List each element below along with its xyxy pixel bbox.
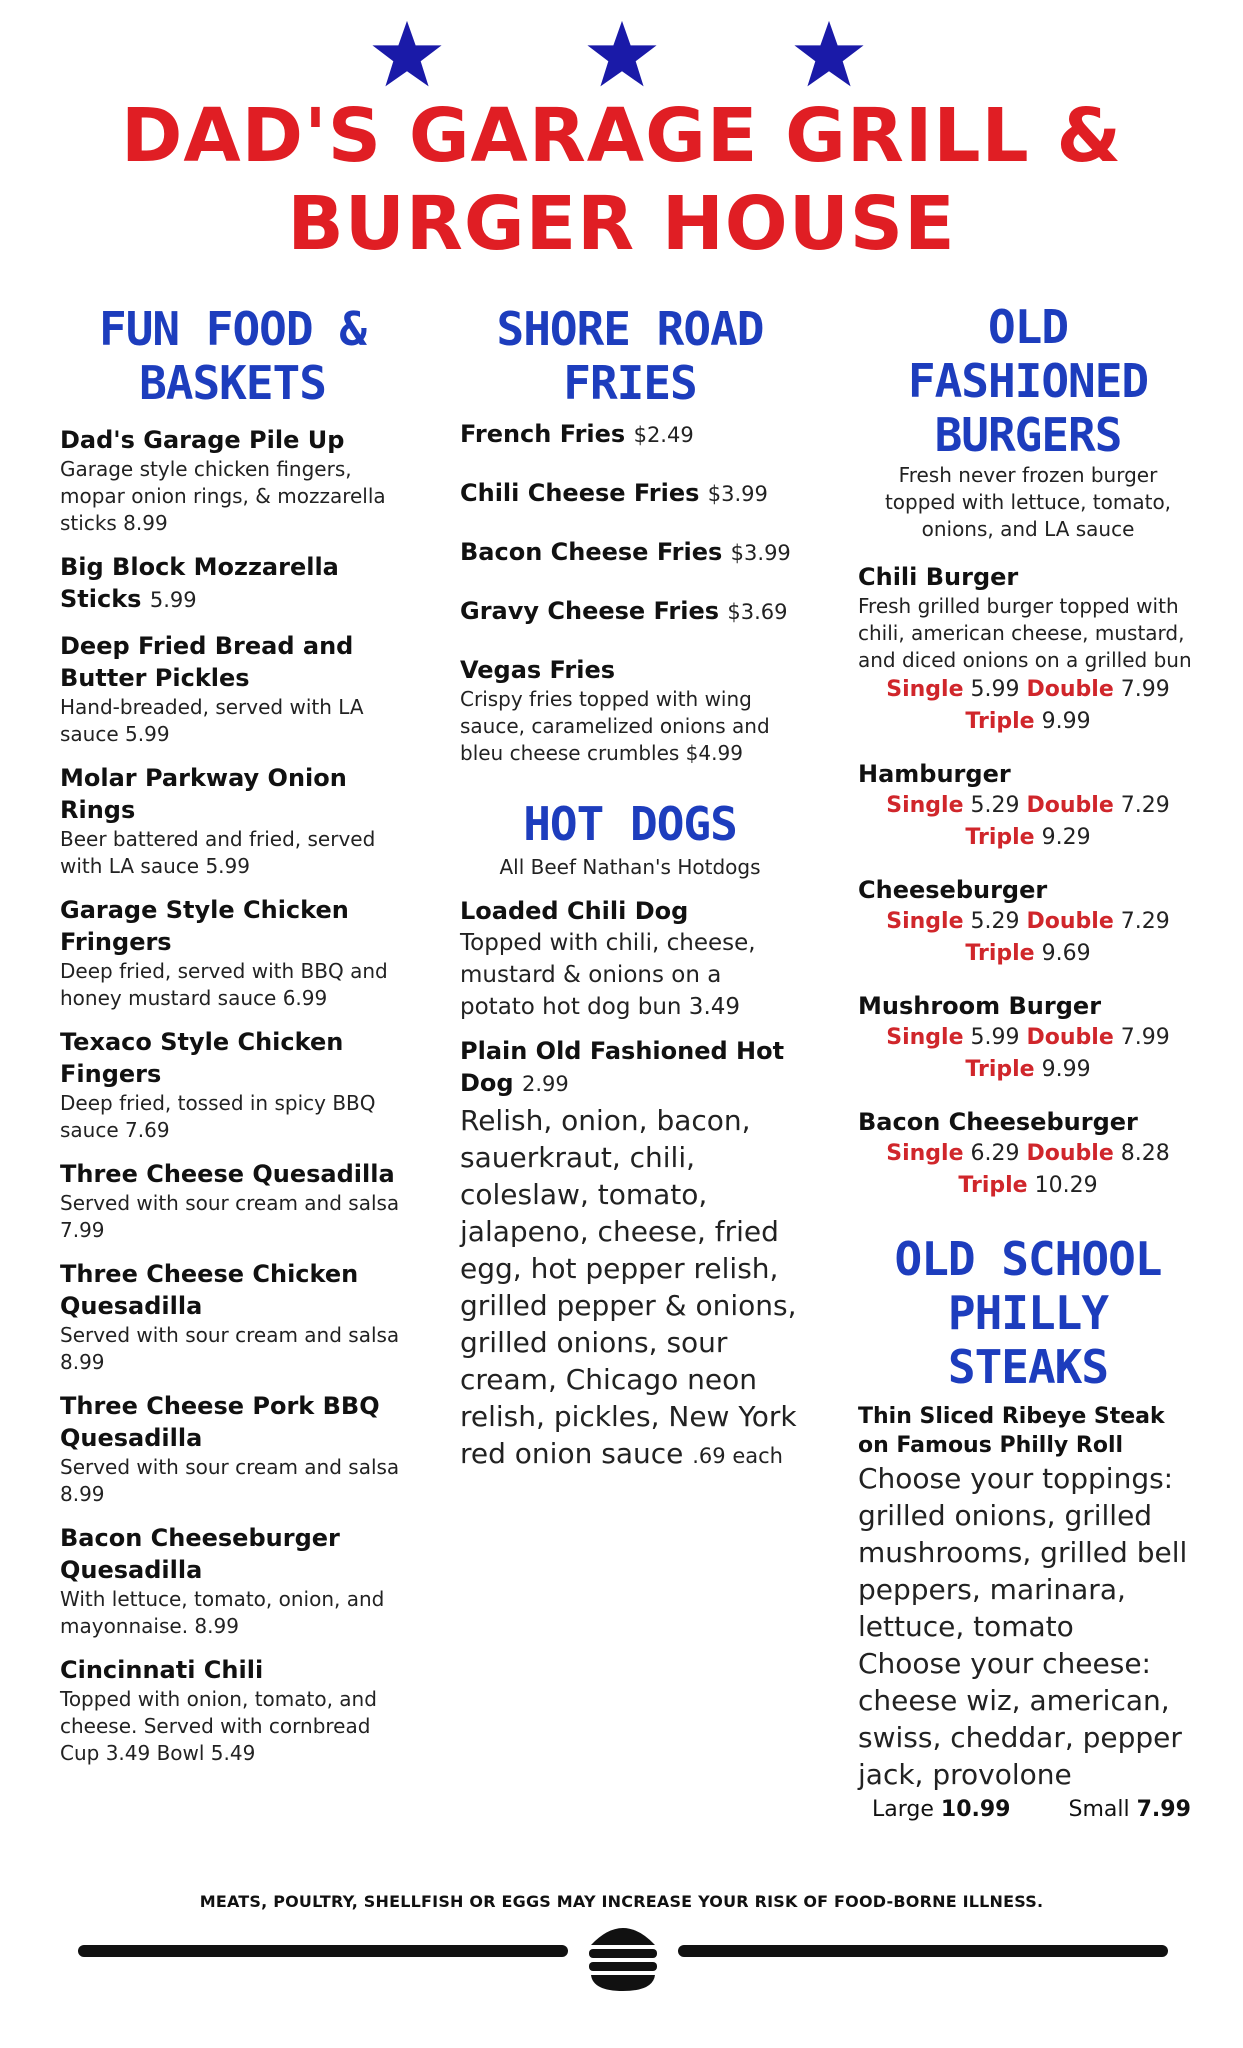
fun-food-section [60,302,405,1767]
item-name [60,1026,405,1090]
item-name-text: French Fries [460,420,626,448]
item-price: 5.99 [149,588,197,612]
size-row [858,938,1198,970]
item-name-text: Vegas Fries [460,656,616,684]
double-label: Double [1026,677,1114,702]
philly-section [858,1232,1198,1825]
item-name [460,595,800,628]
fries-list [460,418,800,767]
item-description: Crispy fries topped with wing sauce, caramelized onions and bleu cheese crumbles $4.99 [460,687,770,765]
item-price: $3.99 [707,482,768,506]
item-name [460,477,800,510]
size-row [858,1138,1198,1170]
item-name-text: Three Cheese Chicken Quesadilla [60,1260,359,1320]
item-name [460,654,800,686]
triple-label: Triple [958,1173,1028,1198]
hot-dog-toppings [460,1102,800,1475]
footer-divider [78,1915,1168,2005]
divider-bar-left [78,1945,568,1957]
menu-item [858,1106,1198,1202]
hot-dog-toppings-price: .69 each [692,1444,783,1468]
menu-item [60,1654,405,1767]
title-line-1: DAD'S GARAGE GRILL & [120,93,1122,179]
size-row [858,674,1198,706]
item-name [460,1035,800,1100]
star-icon [371,18,443,90]
heading-line: PHILLY [947,1286,1109,1340]
burgers-section [858,300,1198,1825]
item-name-text: Big Block Mozzarella Sticks [60,553,339,613]
philly-small-label: Small [1068,1797,1130,1822]
burger-icon [583,1915,663,1995]
item-description: Hand-breaded, served with LA sauce 5.99 [60,695,364,746]
philly-toppings: Choose your toppings: grilled onions, grilled mushrooms, grilled bell peppers, marinara, lettuce, tomato [858,1462,1188,1643]
item-description: Beer battered and fried, served with LA sauce 5.99 [60,827,376,878]
double-price: 7.99 [1120,677,1170,702]
item-name-text: Bacon Cheese Fries [460,538,723,566]
triple-label: Triple [965,825,1035,850]
item-name-text: Loaded Chili Dog [460,897,689,925]
menu-item [60,1026,405,1144]
item-description: Deep fried, tossed in spicy BBQ sauce 7.69 [60,1091,376,1142]
single-label: Single [886,793,964,818]
single-price: 5.29 [970,793,1020,818]
disclaimer: MEATS, POULTRY, SHELLFISH OR EGGS MAY INCREASE YOUR RISK OF FOOD-BORNE ILLNESS. [199,1892,1044,1911]
single-price: 6.29 [970,1141,1020,1166]
hot-dogs-section [460,797,800,1475]
item-price: $3.99 [730,541,791,565]
triple-price: 9.69 [1041,941,1091,966]
menu-item [460,895,800,1023]
item-description: Topped with onion, tomato, and cheese. Served with cornbread Cup 3.49 Bowl 5.49 [60,1687,377,1765]
heading-line: SHORE ROAD [496,302,764,356]
item-name [60,1522,405,1586]
single-label: Single [886,1141,964,1166]
menu-item [60,630,405,748]
hot-dogs-list [460,895,800,1100]
burgers-list [858,561,1198,1202]
heading-line: FUN FOOD & [99,302,366,356]
fun-food-heading [60,302,405,410]
philly-heading [858,1232,1198,1394]
triple-price: 10.29 [1034,1173,1098,1198]
item-name [60,762,405,826]
size-row [858,822,1198,854]
double-label: Double [1026,1025,1114,1050]
item-name [60,630,405,694]
item-description: Deep fried, served with BBQ and honey mustard sauce 6.99 [60,959,388,1010]
menu-item [460,418,800,451]
menu-item [60,424,405,537]
item-name [60,1158,405,1190]
item-price: $3.69 [727,600,788,624]
heading-line: BASKETS [139,356,326,410]
item-name: Bacon Cheeseburger [858,1108,1138,1136]
double-label: Double [1026,909,1114,934]
menu-item [460,654,800,767]
menu-item [460,1035,800,1100]
double-label: Double [1026,793,1114,818]
philly-item-name: Thin Sliced Ribeye Steak on Famous Philly Roll [858,1404,1165,1458]
item-name-text: Dad's Garage Pile Up [60,426,345,454]
size-row [858,1170,1198,1202]
item-name-text: Gravy Cheese Fries [460,597,720,625]
star-icon [793,18,865,90]
menu-item [858,874,1198,970]
menu-item [60,1158,405,1244]
menu-item [60,894,405,1012]
fun-food-list [60,424,405,1767]
philly-cheese: Choose your cheese: cheese wiz, american, swiss, cheddar, pepper jack, provolone [858,1647,1182,1791]
size-row [858,706,1198,738]
triple-label: Triple [965,1057,1035,1082]
size-row [858,790,1198,822]
double-label: Double [1026,1141,1114,1166]
double-price: 7.99 [1120,1025,1170,1050]
item-name-text: Deep Fried Bread and Butter Pickles [60,632,354,692]
size-row [858,1022,1198,1054]
hot-dogs-heading: HOT DOGS [523,797,737,851]
menu-item [460,595,800,628]
menu-item [460,536,800,569]
single-price: 5.99 [970,1025,1020,1050]
philly-sizes [858,1795,1198,1825]
item-description: Served with sour cream and salsa 8.99 [60,1323,400,1374]
triple-label: Triple [965,709,1035,734]
philly-large-price: 10.99 [940,1797,1011,1822]
item-name: Chili Burger [858,563,1019,591]
heading-line: OLD SCHOOL [894,1232,1162,1286]
heading-line: FRIES [563,356,697,410]
single-label: Single [886,909,964,934]
item-name: Cheeseburger [858,876,1048,904]
double-price: 8.28 [1120,1141,1170,1166]
item-name-text: Cincinnati Chili [60,1656,264,1684]
item-name-text: Three Cheese Quesadilla [60,1160,395,1188]
heading-line: STEAKS [947,1340,1109,1394]
philly-small-price: 7.99 [1136,1797,1191,1822]
item-description: Garage style chicken fingers, mopar onion rings, & mozzarella sticks 8.99 [60,457,386,535]
item-name-text: Three Cheese Pork BBQ Quesadilla [60,1392,380,1452]
menu-item [60,1522,405,1640]
hot-dogs-subheading: All Beef Nathan's Hotdogs [499,855,761,879]
triple-price: 9.99 [1041,1057,1091,1082]
menu-item [460,477,800,510]
menu-item [858,758,1198,854]
item-name [60,1390,405,1454]
heading-line: OLD [987,300,1069,354]
item-name [460,895,800,927]
single-label: Single [886,677,964,702]
item-description: With lettuce, tomato, onion, and mayonnaise. 8.99 [60,1587,385,1638]
page-title [0,92,1243,268]
double-price: 7.29 [1120,909,1170,934]
single-price: 5.29 [970,909,1020,934]
menu-item [858,990,1198,1086]
item-description: Served with sour cream and salsa 7.99 [60,1191,400,1242]
fries-section [460,302,800,1475]
item-name-text: Plain Old Fashioned Hot Dog [460,1037,785,1097]
title-line-2: BURGER HOUSE [287,181,956,267]
item-name-text: Molar Parkway Onion Rings [60,764,347,824]
burgers-subheading: Fresh never frozen burger topped with lettuce, tomato, onions, and LA sauce [884,463,1172,541]
menu-item [60,551,405,616]
philly-large-label: Large [872,1797,934,1822]
item-name: Hamburger [858,760,1011,788]
item-name [460,536,800,569]
item-name [460,418,800,451]
size-row [858,1054,1198,1086]
item-name: Mushroom Burger [858,992,1102,1020]
item-name-text: Chili Cheese Fries [460,479,700,507]
heading-line: BURGERS [934,408,1122,462]
triple-price: 9.29 [1041,825,1091,850]
item-name [60,424,405,456]
triple-label: Triple [965,941,1035,966]
item-name [60,894,405,958]
star-icon [586,18,658,90]
menu-item [60,1258,405,1376]
item-name [60,1258,405,1322]
hot-dog-toppings-text: Relish, onion, bacon, sauerkraut, chili, coleslaw, tomato, jalapeno, cheese, fried egg, hot pepper relish, grilled pepper & onions, grilled onions, sour cream, Chicago neon relish, pickles, New York red onion sauce [460,1104,797,1470]
triple-price: 9.99 [1041,709,1091,734]
item-name-text: Bacon Cheeseburger Quesadilla [60,1524,340,1584]
burgers-heading [858,300,1198,462]
heading-line: FASHIONED [907,354,1149,408]
item-description: Topped with chili, cheese, mustard & onions on a potato hot dog bun 3.49 [460,930,756,1020]
size-row [858,906,1198,938]
header-stars [0,18,1243,98]
item-name-text: Texaco Style Chicken Fingers [60,1028,344,1088]
divider-bar-right [678,1945,1168,1957]
item-price: 2.99 [521,1072,569,1096]
menu-item [858,561,1198,738]
item-name [60,1654,405,1686]
item-description: Served with sour cream and salsa 8.99 [60,1455,400,1506]
item-price: $2.49 [633,423,694,447]
item-name [60,551,405,616]
menu-item [60,1390,405,1508]
menu-item [60,762,405,880]
item-description: Fresh grilled burger topped with chili, american cheese, mustard, and diced onions on a grilled bun [858,594,1192,672]
single-price: 5.99 [970,677,1020,702]
single-label: Single [886,1025,964,1050]
item-name-text: Garage Style Chicken Fringers [60,896,349,956]
fries-heading [460,302,800,410]
double-price: 7.29 [1120,793,1170,818]
